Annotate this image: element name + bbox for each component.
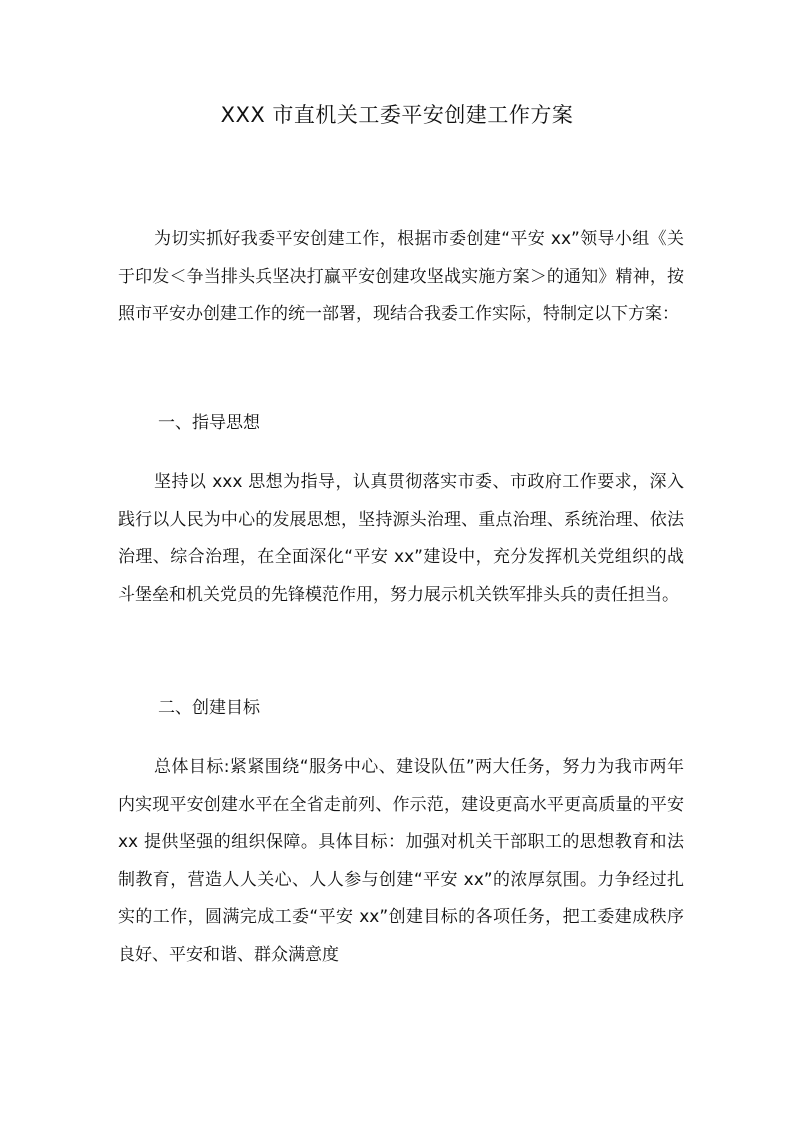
document-title: XXX 市直机关工委平安创建工作方案 <box>220 103 574 127</box>
goals-paragraph: 总体目标:紧紧围绕“服务中心、建设队伍”两大任务，努力为我市两年内实现平安创建水平在全省走前列、作示范，建设更高水平更高质量的平安 xx 提供坚强的组织保障。具体目标：加强对机关干部职工的思想教育和法制教育，营造人人关心、人人参与创建“平安 xx”的浓厚氛围。力争经过扎实的工作，圆满完成工委“平安 xx”创建目标的各项任务，把工委建成秩序良好、平安和谐、群众满意度 <box>118 757 684 965</box>
guiding-ideology-paragraph: 坚持以 xxx 思想为指导，认真贯彻落实市委、市政府工作要求，深入践行以人民为中心的发展思想，坚持源头治理、重点治理、系统治理、依法治理、综合治理，在全面深化“平安 xx”建设中，充分发挥机关党组织的战斗堡垒和机关党员的先锋模范作用，努力展示机关铁军排头兵的责任担当。 <box>118 472 684 605</box>
section-heading-guiding-ideology: 一、指导思想 <box>158 413 260 433</box>
section-heading-goals: 二、创建目标 <box>158 698 260 718</box>
intro-paragraph: 为切实抓好我委平安创建工作，根据市委创建“平安 xx”领导小组《关于印发＜争当排头兵坚决打赢平安创建攻坚战实施方案＞的通知》精神，按照市平安办创建工作的统一部署，现结合我委工作实际，特制定以下方案： <box>118 229 684 324</box>
